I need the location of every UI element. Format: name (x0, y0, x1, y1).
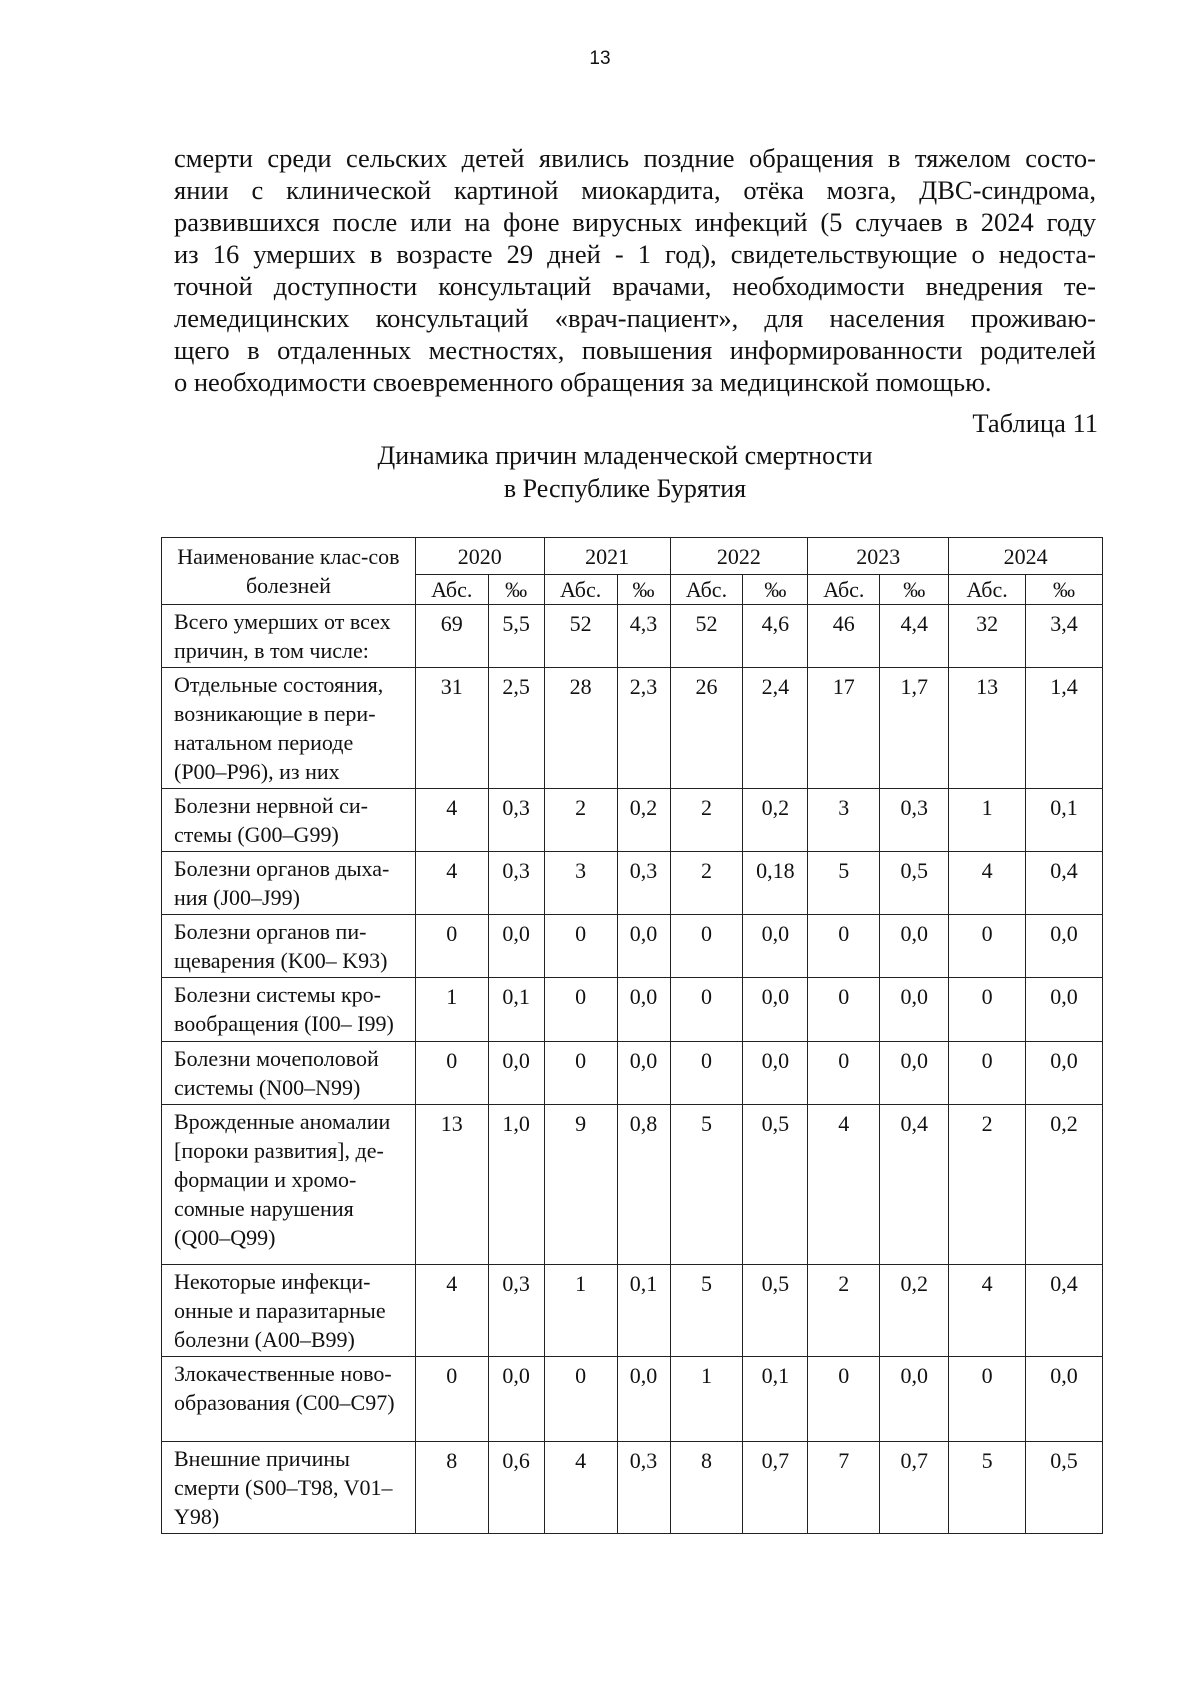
cell-abs: 28 (544, 668, 617, 789)
cell-permille: 0,5 (743, 1105, 808, 1265)
cell-permille: 0,3 (617, 1442, 670, 1534)
paragraph-line: лемедицинских консультаций «врач-пациент», для населения проживаю- (174, 303, 1096, 333)
paragraph-line: точной доступности консультаций врачами, необходимости внедрения те- (174, 271, 1096, 301)
row-disease-name: Внешние причины смерти (S00–T98, V01–Y98) (162, 1442, 416, 1534)
header-abs: Абс. (415, 575, 488, 605)
cell-permille: 0,0 (1026, 978, 1103, 1042)
header-row-years (162, 538, 1103, 575)
header-abs: Абс. (544, 575, 617, 605)
cell-permille: 0,5 (880, 852, 949, 915)
cell-abs: 3 (544, 852, 617, 915)
cell-permille: 4,6 (743, 605, 808, 668)
header-year: 2023 (808, 538, 949, 575)
table-row (162, 1105, 1103, 1265)
cell-abs: 4 (949, 1265, 1026, 1357)
cell-permille: 0,2 (743, 789, 808, 852)
cell-permille: 0,4 (1026, 1265, 1103, 1357)
paragraph-line: о необходимости своевременного обращения за медицинской помощью. (174, 367, 992, 397)
cell-permille: 0,1 (488, 978, 544, 1042)
cell-permille: 0,3 (880, 789, 949, 852)
table-row (162, 915, 1103, 978)
paragraph-line: смерти среди сельских детей явились поздние обращения в тяжелом состо- (174, 143, 1096, 173)
cell-abs: 0 (949, 915, 1026, 978)
cell-abs: 9 (544, 1105, 617, 1265)
row-disease-name: Болезни системы кро-вообращения (I00– I99) (162, 978, 416, 1042)
header-abs: Абс. (670, 575, 743, 605)
header-disease-class: Наименование клас-сов болезней (162, 538, 416, 605)
paragraph-line: янии с клинической картиной миокардита, отёка мозга, ДВС-синдрома, (174, 175, 1096, 205)
cell-abs: 0 (415, 1042, 488, 1105)
cell-abs: 4 (415, 1265, 488, 1357)
cell-abs: 1 (544, 1265, 617, 1357)
cell-permille: 0,1 (1026, 789, 1103, 852)
paragraph-line: из 16 умерших в возрасте 29 дней - 1 год), свидетельствующие о недоста- (174, 239, 1096, 269)
mortality-table (161, 537, 1103, 1534)
cell-permille: 5,5 (488, 605, 544, 668)
header-permille: ‰ (1026, 575, 1103, 605)
table-row (162, 1042, 1103, 1105)
cell-permille: 0,1 (743, 1357, 808, 1442)
header-permille: ‰ (880, 575, 949, 605)
cell-permille: 0,0 (743, 978, 808, 1042)
cell-abs: 5 (949, 1442, 1026, 1534)
cell-abs: 5 (808, 852, 880, 915)
cell-abs: 0 (544, 1357, 617, 1442)
table-body (162, 605, 1103, 1534)
cell-abs: 0 (415, 1357, 488, 1442)
row-disease-name: Болезни нервной си-стемы (G00–G99) (162, 789, 416, 852)
table-row (162, 789, 1103, 852)
header-year: 2022 (670, 538, 808, 575)
cell-permille: 0,0 (880, 978, 949, 1042)
cell-permille: 0,0 (488, 1042, 544, 1105)
cell-permille: 0,7 (880, 1442, 949, 1534)
cell-permille: 0,4 (880, 1105, 949, 1265)
cell-permille: 4,3 (617, 605, 670, 668)
cell-abs: 52 (670, 605, 743, 668)
table-title-line: Динамика причин младенческой смертности (377, 441, 873, 470)
cell-abs: 4 (415, 789, 488, 852)
table-row (162, 1265, 1103, 1357)
cell-permille: 0,18 (743, 852, 808, 915)
cell-abs: 2 (670, 852, 743, 915)
cell-permille: 0,3 (488, 852, 544, 915)
cell-permille: 0,0 (743, 915, 808, 978)
cell-abs: 2 (808, 1265, 880, 1357)
cell-abs: 0 (808, 915, 880, 978)
cell-permille: 0,3 (488, 1265, 544, 1357)
cell-permille: 2,4 (743, 668, 808, 789)
table-row (162, 1357, 1103, 1442)
cell-permille: 0,0 (880, 915, 949, 978)
cell-permille: 0,5 (743, 1265, 808, 1357)
cell-abs: 0 (670, 978, 743, 1042)
row-disease-name: Всего умерших от всех причин, в том числе: (162, 605, 416, 668)
cell-permille: 0,0 (1026, 1357, 1103, 1442)
header-year: 2020 (415, 538, 544, 575)
row-disease-name: Врожденные аномалии [пороки развития], де-формации и хромо-сомные нарушения (Q00–Q99) (162, 1105, 416, 1265)
cell-abs: 46 (808, 605, 880, 668)
cell-permille: 0,0 (743, 1042, 808, 1105)
cell-permille: 0,0 (880, 1042, 949, 1105)
cell-permille: 0,0 (617, 1042, 670, 1105)
cell-abs: 13 (415, 1105, 488, 1265)
cell-permille: 0,0 (1026, 915, 1103, 978)
cell-permille: 4,4 (880, 605, 949, 668)
cell-permille: 0,0 (617, 1357, 670, 1442)
cell-abs: 5 (670, 1265, 743, 1357)
row-disease-name: Отдельные состояния, возникающие в пери-натальном периоде (P00–P96), из них (162, 668, 416, 789)
row-disease-name: Болезни мочеполовой системы (N00–N99) (162, 1042, 416, 1105)
cell-abs: 0 (808, 1042, 880, 1105)
table-row (162, 605, 1103, 668)
cell-abs: 5 (670, 1105, 743, 1265)
paragraph-line: щего в отдаленных местностях, повышения информированности родителей (174, 335, 1096, 365)
cell-abs: 13 (949, 668, 1026, 789)
cell-abs: 1 (415, 978, 488, 1042)
header-year: 2024 (949, 538, 1103, 575)
page-number: 13 (589, 48, 611, 69)
cell-permille: 0,0 (617, 978, 670, 1042)
cell-permille: 1,4 (1026, 668, 1103, 789)
cell-abs: 2 (949, 1105, 1026, 1265)
header-permille: ‰ (488, 575, 544, 605)
cell-abs: 0 (544, 915, 617, 978)
cell-abs: 3 (808, 789, 880, 852)
row-disease-name: Болезни органов пи-щеварения (K00– K93) (162, 915, 416, 978)
cell-abs: 1 (949, 789, 1026, 852)
cell-abs: 32 (949, 605, 1026, 668)
cell-abs: 4 (949, 852, 1026, 915)
cell-permille: 0,0 (617, 915, 670, 978)
cell-abs: 0 (808, 978, 880, 1042)
table-row (162, 668, 1103, 789)
cell-abs: 0 (949, 1042, 1026, 1105)
header-permille: ‰ (617, 575, 670, 605)
cell-permille: 0,5 (1026, 1442, 1103, 1534)
cell-permille: 0,4 (1026, 852, 1103, 915)
cell-abs: 17 (808, 668, 880, 789)
header-abs: Абс. (808, 575, 880, 605)
cell-permille: 0,6 (488, 1442, 544, 1534)
row-disease-name: Некоторые инфекци-онные и паразитарные болезни (A00–B99) (162, 1265, 416, 1357)
cell-abs: 4 (415, 852, 488, 915)
cell-permille: 3,4 (1026, 605, 1103, 668)
cell-abs: 0 (670, 1042, 743, 1105)
cell-abs: 26 (670, 668, 743, 789)
cell-abs: 69 (415, 605, 488, 668)
cell-abs: 31 (415, 668, 488, 789)
cell-permille: 1,0 (488, 1105, 544, 1265)
cell-abs: 4 (544, 1442, 617, 1534)
cell-abs: 4 (808, 1105, 880, 1265)
cell-permille: 1,7 (880, 668, 949, 789)
table-row (162, 852, 1103, 915)
cell-abs: 52 (544, 605, 617, 668)
cell-abs: 7 (808, 1442, 880, 1534)
cell-abs: 2 (544, 789, 617, 852)
table-number: Таблица 11 (972, 408, 1098, 438)
cell-abs: 0 (415, 915, 488, 978)
cell-permille: 0,3 (617, 852, 670, 915)
cell-abs: 1 (670, 1357, 743, 1442)
cell-permille: 2,5 (488, 668, 544, 789)
cell-permille: 0,1 (617, 1265, 670, 1357)
cell-permille: 0,7 (743, 1442, 808, 1534)
cell-abs: 2 (670, 789, 743, 852)
row-disease-name: Злокачественные ново-образования (C00–C97) (162, 1357, 416, 1442)
cell-permille: 0,2 (617, 789, 670, 852)
cell-abs: 0 (808, 1357, 880, 1442)
cell-permille: 2,3 (617, 668, 670, 789)
header-year: 2021 (544, 538, 670, 575)
cell-permille: 0,3 (488, 789, 544, 852)
cell-permille: 0,0 (488, 1357, 544, 1442)
cell-abs: 0 (949, 1357, 1026, 1442)
table-title-line: в Республике Бурятия (503, 474, 747, 503)
cell-permille: 0,2 (880, 1265, 949, 1357)
cell-abs: 0 (949, 978, 1026, 1042)
table-row (162, 1442, 1103, 1534)
cell-abs: 0 (544, 978, 617, 1042)
table-title (0, 439, 1200, 505)
cell-abs: 0 (670, 915, 743, 978)
cell-abs: 8 (670, 1442, 743, 1534)
cell-abs: 0 (544, 1042, 617, 1105)
cell-permille: 0,8 (617, 1105, 670, 1265)
body-paragraph (174, 142, 1096, 398)
cell-permille: 0,0 (880, 1357, 949, 1442)
cell-permille: 0,0 (1026, 1042, 1103, 1105)
header-abs: Абс. (949, 575, 1026, 605)
cell-abs: 8 (415, 1442, 488, 1534)
paragraph-line: развившихся после или на фоне вирусных инфекций (5 случаев в 2024 году (174, 207, 1096, 237)
cell-permille: 0,2 (1026, 1105, 1103, 1265)
row-disease-name: Болезни органов дыха-ния (J00–J99) (162, 852, 416, 915)
header-permille: ‰ (743, 575, 808, 605)
table-row (162, 978, 1103, 1042)
cell-permille: 0,0 (488, 915, 544, 978)
